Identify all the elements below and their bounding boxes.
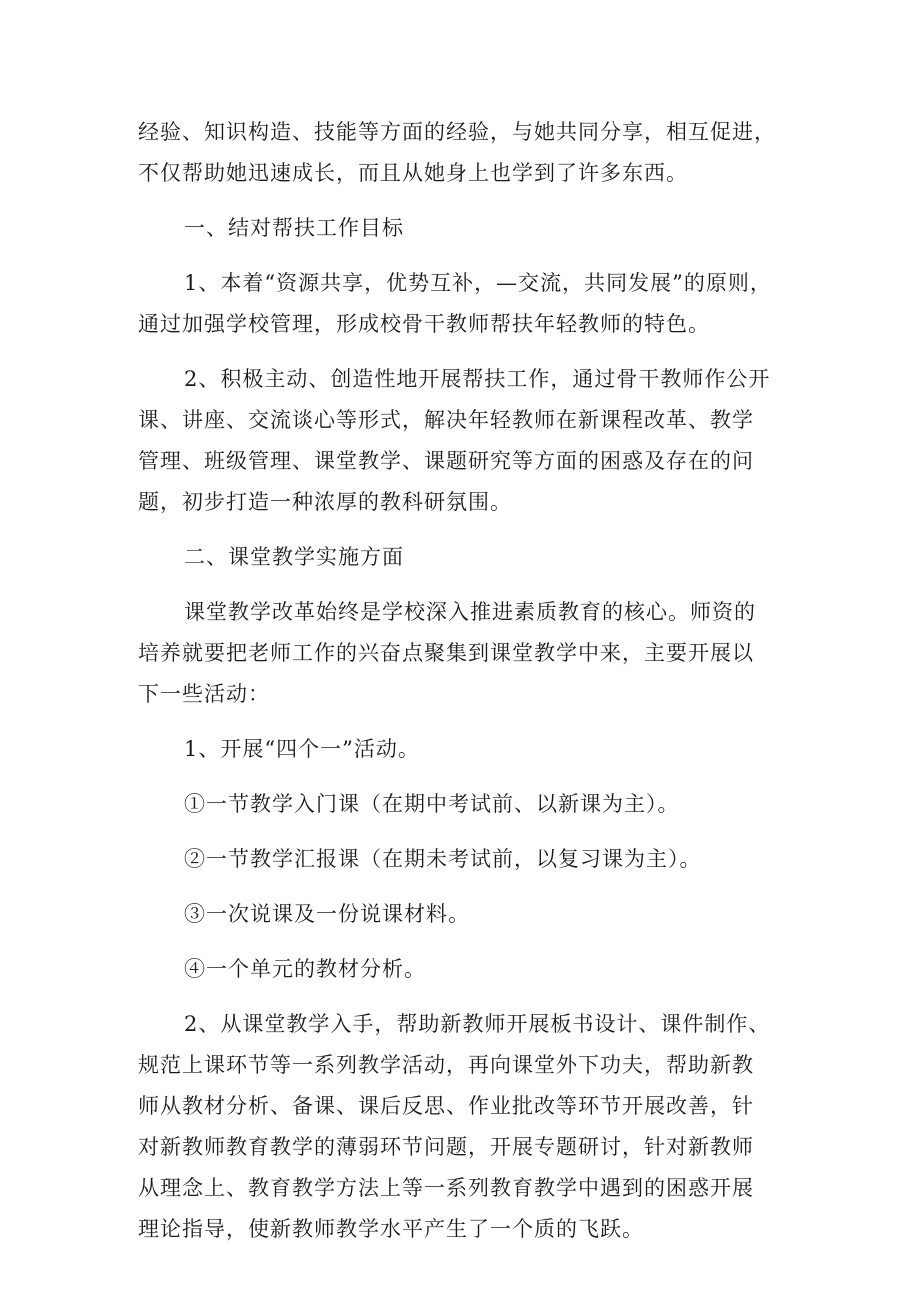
text-line: ③一次说课及一份说课材料。 [184,902,470,926]
text-line: 通过加强学校管理，形成校骨干教师帮扶年轻教师的特色。 [138,312,710,336]
text-line: 1、开展“四个一”活动。 [184,737,420,761]
paragraph-goal-1 [138,263,798,345]
text-line: 理论指导，使新教师教学水平产生了一个质的飞跃。 [138,1217,644,1241]
text-line: 对新教师教育教学的薄弱环节问题，开展专题研讨，针对新教师 [138,1135,754,1159]
paragraph-activity-2 [138,1004,798,1250]
text-line: 2、从课堂教学入手，帮助新教师开展板书设计、课件制作、 [184,1012,771,1036]
text-line: 2、积极主动、创造性地开展帮扶工作，通过骨干教师作公开 [184,367,771,391]
list-item-2 [138,839,798,880]
text-line: 课堂教学改革始终是学校深入推进素质教育的核心。师资的 [184,600,756,624]
paragraph-goal-2 [138,359,798,523]
text-line: 师从教材分析、备课、课后反思、作业批改等环节开展改善，针 [138,1094,754,1118]
text-line: 课、讲座、交流谈心等形式，解决年轻教师在新课程改革、教学 [138,408,754,432]
text-line: 经验、知识构造、技能等方面的经验，与她共同分享，相互促进， [138,120,776,144]
paragraph-intro [138,112,798,194]
text-line: 培养就要把老师工作的兴奋点聚集到课堂教学中来，主要开展以 [138,641,754,665]
text-line: 下一些活动： [138,682,270,706]
text-line: 管理、班级管理、课堂教学、课题研究等方面的困惑及存在的问 [138,449,754,473]
heading-text: 一、结对帮扶工作目标 [184,216,404,240]
document-body [138,112,798,1250]
text-line: ②一节教学汇报课（在期未考试前，以复习课为主）。 [184,847,702,871]
paragraph-classroom-intro [138,592,798,715]
heading-text: 二、课堂教学实施方面 [184,545,404,569]
text-line: 从理念上、教育教学方法上等一系列教育教学中遇到的困惑开展 [138,1176,754,1200]
text-line: 不仅帮助她迅速成长，而且从她身上也学到了许多东西。 [138,161,688,185]
text-line: 题，初步打造一种浓厚的教科研氛围。 [138,490,512,514]
text-line: ①一节教学入门课（在期中考试前、以新课为主）。 [184,792,680,816]
text-line: 1、本着“资源共享，优势互补，—交流，共同发展”的原则， [184,271,772,295]
list-item-1 [138,784,798,825]
paragraph-activity-1 [138,729,798,770]
list-item-3 [138,894,798,935]
list-item-4 [138,949,798,990]
section-heading-classroom [138,537,798,578]
section-heading-goals [138,208,798,249]
text-line: 规范上课环节等一系列教学活动，再向课堂外下功夫，帮助新教 [138,1053,754,1077]
text-line: ④一个单元的教材分析。 [184,957,426,981]
